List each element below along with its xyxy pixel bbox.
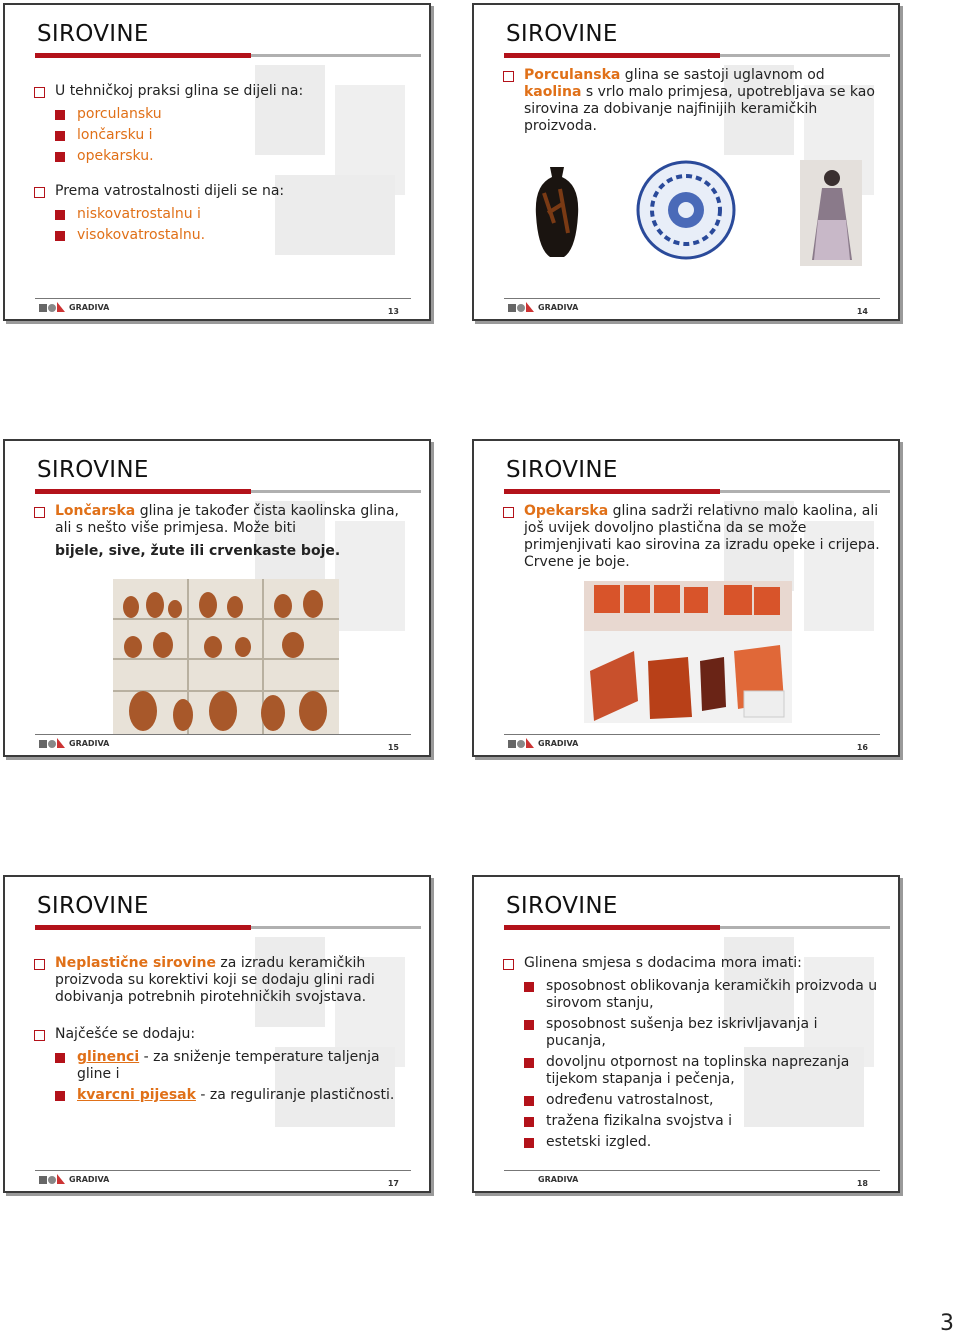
slide-13: [3, 3, 431, 321]
title-underline-gray: [251, 490, 421, 493]
highlight: Neplastične sirovine: [55, 955, 216, 971]
logo-icon: [39, 300, 65, 314]
slide-body: [31, 83, 411, 248]
slide-18: [472, 875, 900, 1193]
title-underline: [504, 489, 720, 494]
logo-icon: [508, 736, 534, 750]
highlight: kaolina: [524, 84, 582, 100]
sub-bullet: estetski izgled.: [500, 1134, 880, 1151]
slide-title: SIROVINE: [506, 457, 618, 483]
slide-number: 18: [856, 1179, 868, 1188]
slide-body: [31, 503, 411, 566]
title-underline: [35, 53, 251, 58]
slide-title: SIROVINE: [37, 893, 149, 919]
sub-bullet: lončarsku i: [31, 127, 411, 144]
bullet: Glinena smjesa s dodacima mora imati:: [500, 955, 880, 972]
bullet: Prema vatrostalnosti dijeli se na:: [31, 183, 411, 200]
sub-bullet: sposobnost sušenja bez iskrivljavanja i pucanja,: [500, 1016, 880, 1050]
footer-label: GRADIVA: [538, 739, 579, 748]
slide-body: [500, 955, 880, 1155]
figurine-image: [800, 160, 862, 266]
footer-line: [504, 734, 880, 735]
sub-bullet: određenu vatrostalnost,: [500, 1092, 880, 1109]
slide-16: [472, 439, 900, 757]
sub-bullet: niskovatrostalnu i: [31, 206, 411, 223]
title-underline-gray: [720, 926, 890, 929]
bullet: U tehničkoj praksi glina se dijeli na:: [31, 83, 411, 100]
slide-title: SIROVINE: [37, 457, 149, 483]
bricks-tiles-image: [584, 581, 792, 723]
title-underline-gray: [720, 54, 890, 57]
slide-number: 15: [387, 743, 399, 752]
bullet: Najčešće se dodaju:: [31, 1026, 411, 1043]
slide-title: SIROVINE: [37, 21, 149, 47]
sub-bullet: [31, 1049, 411, 1083]
footer-label: GRADIVA: [69, 303, 110, 312]
sub-bullet: tražena fizikalna svojstva i: [500, 1113, 880, 1130]
footer-label: GRADIVA: [538, 1175, 579, 1184]
bullet: [31, 955, 411, 1006]
text: - za sniženje temperature taljenja gline i: [77, 1049, 380, 1082]
bullet: [500, 67, 880, 135]
sub-bullet: [31, 1087, 411, 1104]
highlight: Opekarska: [524, 503, 609, 519]
slide-body: [500, 503, 880, 577]
logo-icon: [39, 1172, 65, 1186]
plate-image: [636, 160, 736, 260]
title-underline-gray: [251, 54, 421, 57]
slide-number: 16: [856, 743, 868, 752]
title-underline: [504, 925, 720, 930]
footer-line: [35, 298, 411, 299]
footer-label: GRADIVA: [69, 1175, 110, 1184]
highlight: kvarcni pijesak: [77, 1087, 196, 1103]
footer-label: GRADIVA: [69, 739, 110, 748]
sub-bullet: opekarsku.: [31, 148, 411, 165]
title-underline: [35, 489, 251, 494]
footer-line: [504, 298, 880, 299]
text: glina je također čista kaolinska glina, ali s nešto više primjesa. Može biti: [55, 503, 399, 536]
slide-15: [3, 439, 431, 757]
sub-bullet: porculansku: [31, 106, 411, 123]
title-underline: [504, 53, 720, 58]
title-underline-gray: [251, 926, 421, 929]
text: glina se sastoji uglavnom od: [620, 67, 825, 83]
logo-icon: [39, 736, 65, 750]
bullet: [31, 503, 411, 560]
text: glina sadrži relativno malo kaolina, ali još uvijek dovoljno plastična da se može primjenjivati kao sirovina za izradu opeke i crijepa. Crvene je boje.: [524, 503, 880, 570]
footer-label: GRADIVA: [538, 303, 579, 312]
text: s vrlo malo primjesa, upotrebljava se kao sirovina za dobivanje najfinijih keramičkih proizvoda.: [524, 84, 875, 134]
footer-line: [35, 1170, 411, 1171]
slide-number: 17: [387, 1179, 399, 1188]
slide-title: SIROVINE: [506, 893, 618, 919]
slide-body: [31, 955, 411, 1108]
slide-14: [472, 3, 900, 321]
slide-number: 13: [387, 307, 399, 316]
sub-bullet: visokovatrostalnu.: [31, 227, 411, 244]
highlight: glinenci: [77, 1049, 140, 1065]
slide-17: [3, 875, 431, 1193]
sub-bullet: dovoljnu otpornost na toplinska naprezanja tijekom stapanja i pečenja,: [500, 1054, 880, 1088]
logo-icon: [508, 300, 534, 314]
bullet: [500, 503, 880, 571]
text: - za reguliranje plastičnosti.: [195, 1087, 395, 1103]
footer-line: [35, 734, 411, 735]
slide-body: [500, 67, 880, 141]
text-bold: bijele, sive, žute ili crvenkaste boje.: [55, 543, 341, 559]
footer-line: [504, 1170, 880, 1171]
title-underline-gray: [720, 490, 890, 493]
page-number: 3: [940, 1311, 954, 1336]
highlight: Lončarska: [55, 503, 136, 519]
vase-image: [524, 163, 590, 261]
pottery-display-image: [113, 579, 339, 735]
slide-title: SIROVINE: [506, 21, 618, 47]
slide-number: 14: [856, 307, 868, 316]
highlight: Porculanska: [524, 67, 621, 83]
text: za izradu keramičkih proizvoda su korektivi koji se dodaju glini radi dobivanja potrebnih pirotehničkih svojstava.: [55, 955, 375, 1005]
title-underline: [35, 925, 251, 930]
sub-bullet: sposobnost oblikovanja keramičkih proizvoda u sirovom stanju,: [500, 978, 880, 1012]
